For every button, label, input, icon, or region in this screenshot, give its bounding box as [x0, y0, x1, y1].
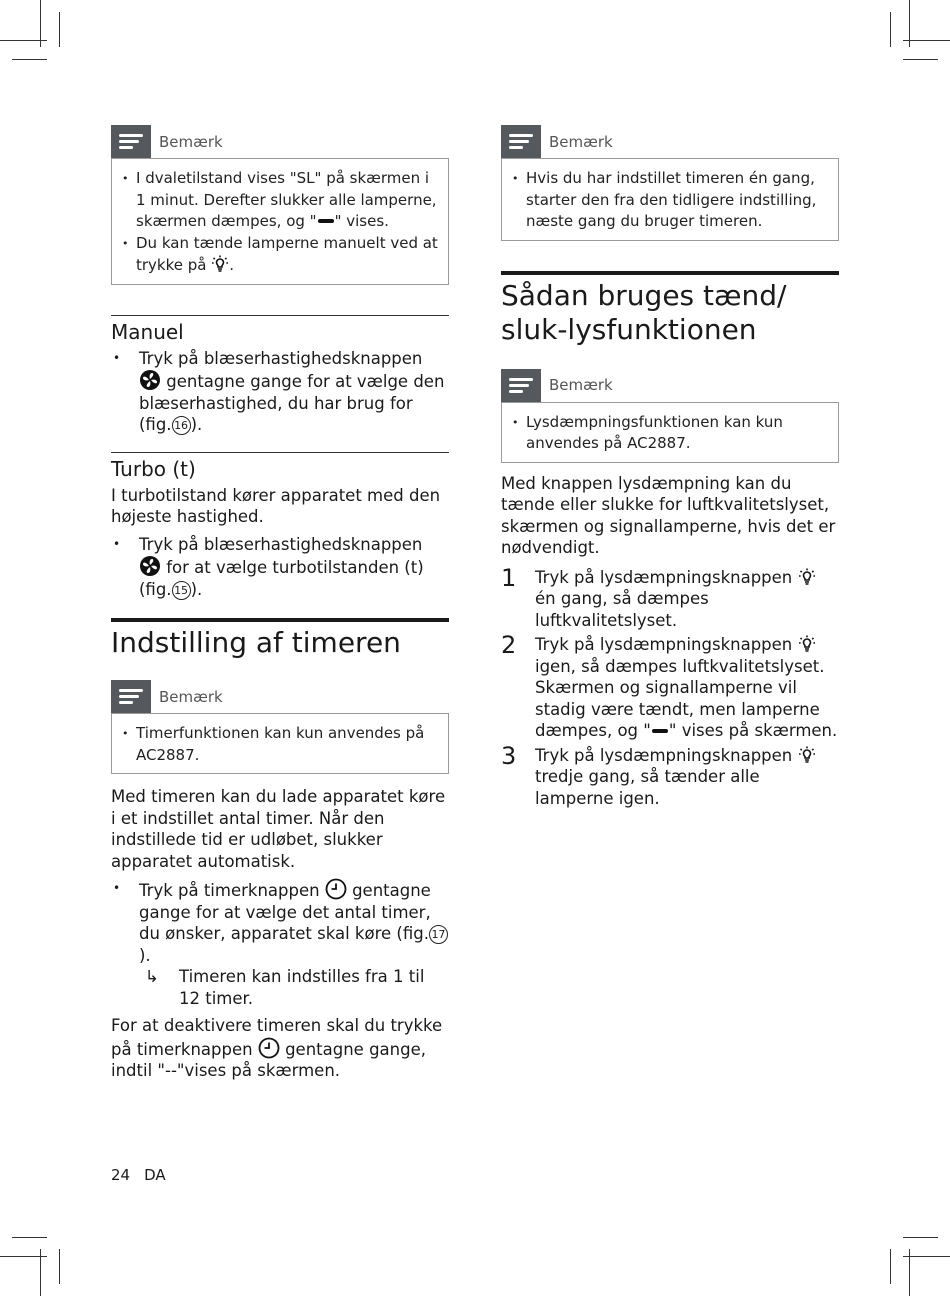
- manuel-list: [111, 348, 449, 436]
- list-item: • Tryk på timerknappen gentagne gange for at vælge det antal timer, du ønsker, apparatet skal køre (fig. 17).: [111, 878, 449, 966]
- note-box: [111, 158, 449, 285]
- crop-mark: [903, 1256, 950, 1257]
- clock-icon: [258, 1037, 280, 1059]
- list-item: • Tryk på blæserhastighedsknappen gentagne gange for at vælge den blæserhastighed, du har brug for (fig. 16 ).: [111, 348, 449, 436]
- crop-mark: [59, 1249, 60, 1284]
- step-item: 3 Tryk på lysdæmpningsknappen tredje gang, så tænder alle lamperne igen.: [501, 745, 839, 810]
- result-arrow-icon: ↳: [145, 967, 159, 986]
- fan-icon: [139, 555, 161, 577]
- timer-deactivate-paragraph: For at deaktivere timeren skal du trykke på timerknappen gentagne gange, indtil "--"vises på skærmen.: [111, 1016, 443, 1080]
- left-column: [111, 125, 449, 1082]
- heading-light-function: Sådan bruges tænd/ sluk-lysfunktionen: [501, 271, 839, 347]
- language-code: DA: [144, 1166, 166, 1184]
- note-title: Bemærk: [549, 132, 613, 151]
- dash-icon: [652, 729, 668, 733]
- step-item: 1 Tryk på lysdæmpningsknappen én gang, så dæmpes luftkvalitetslyset.: [501, 567, 839, 632]
- note-item: • I dvaletilstand vises "SL" på skærmen i 1 minut. Derefter slukker alle lamperne, skærmen dæmpes, og " " vises.: [122, 168, 438, 233]
- turbo-paragraph: I turbotilstand kører apparatet med den højeste hastighed.: [111, 485, 441, 526]
- dash-icon: [318, 219, 334, 223]
- note-title: Bemærk: [159, 687, 223, 706]
- crop-mark: [903, 59, 938, 60]
- note-icon: [501, 125, 541, 158]
- note-title: Bemærk: [159, 132, 223, 151]
- step-item: 2 Tryk på lysdæmpningsknappen igen, så dæmpes luftkvalitetslyset. Skærmen og signallamperne vil stadig være tændt, men lamperne dæmpes, og " " vises på skærmen.: [501, 631, 838, 740]
- crop-mark: [909, 0, 910, 47]
- light-bulb-icon: [798, 745, 816, 765]
- note-item: • Hvis du har indstillet timeren én gang, starter den fra den tidligere indstilling, næste gang du bruger timeren.: [512, 168, 828, 233]
- step-number: 3: [501, 741, 517, 770]
- note-icon: [501, 369, 541, 402]
- note-header: [501, 125, 839, 158]
- crop-mark: [903, 1237, 938, 1238]
- crop-mark: [40, 1249, 41, 1296]
- heading-turbo: Turbo (t): [111, 452, 449, 483]
- note-icon: [111, 125, 151, 158]
- crop-mark: [12, 59, 47, 60]
- figure-ref: 16: [172, 416, 191, 435]
- crop-mark: [890, 12, 891, 47]
- figure-ref: 15: [172, 581, 191, 600]
- heading-timer: Indstilling af timeren: [111, 618, 449, 660]
- note-box: [501, 158, 839, 241]
- crop-mark: [890, 1249, 891, 1284]
- page-number: 24: [111, 1166, 131, 1184]
- timer-list: [111, 878, 449, 966]
- light-bulb-icon: [211, 254, 229, 274]
- note-icon: [111, 680, 151, 713]
- list-item: • Tryk på blæserhastighedsknappen for at vælge turbotilstanden (t) (fig. 15 ).: [111, 534, 449, 601]
- clock-icon: [325, 878, 347, 900]
- step-number: 2: [501, 631, 517, 659]
- note-item: • Du kan tænde lamperne manuelt ved at trykke på .: [122, 233, 438, 277]
- note-header: [501, 369, 839, 402]
- note-item: • Timerfunktionen kan kun anvendes på AC2887.: [122, 723, 438, 766]
- light-paragraph: Med knappen lysdæmpning kan du tænde eller slukke for luftkvalitetslyset, skærmen og signallamperne, hvis det er nødvendigt.: [501, 473, 836, 557]
- crop-mark: [59, 12, 60, 47]
- note-box: [501, 402, 839, 463]
- right-column: [501, 125, 839, 812]
- page-footer: [111, 1166, 180, 1184]
- turbo-list: [111, 534, 449, 601]
- light-bulb-icon: [798, 634, 816, 654]
- timer-result: ↳ Timeren kan indstilles fra 1 til 12 timer.: [145, 967, 425, 1008]
- step-number: 1: [501, 563, 517, 592]
- fan-icon: [139, 369, 161, 391]
- note-sleep: [111, 125, 449, 285]
- crop-mark: [40, 0, 41, 47]
- note-box: [111, 713, 449, 774]
- note-title: Bemærk: [549, 376, 613, 394]
- light-steps: [501, 563, 839, 810]
- note-light: [501, 369, 839, 463]
- note-header: [111, 680, 449, 713]
- note-timer: [111, 680, 449, 774]
- note-timer-repeat: [501, 125, 839, 241]
- crop-mark: [909, 1249, 910, 1296]
- figure-ref: 17: [429, 925, 448, 944]
- crop-mark: [903, 40, 950, 41]
- heading-manuel: Manuel: [111, 315, 449, 346]
- timer-paragraph: Med timeren kan du lade apparatet køre i et indstillet antal timer. Når den indstillede tid er udløbet, slukker apparatet automatisk.: [111, 787, 446, 871]
- note-header: [111, 125, 449, 158]
- crop-mark: [12, 1237, 47, 1238]
- note-item: • Lysdæmpningsfunktionen kan kun anvendes på AC2887.: [512, 412, 828, 455]
- light-bulb-icon: [798, 567, 816, 587]
